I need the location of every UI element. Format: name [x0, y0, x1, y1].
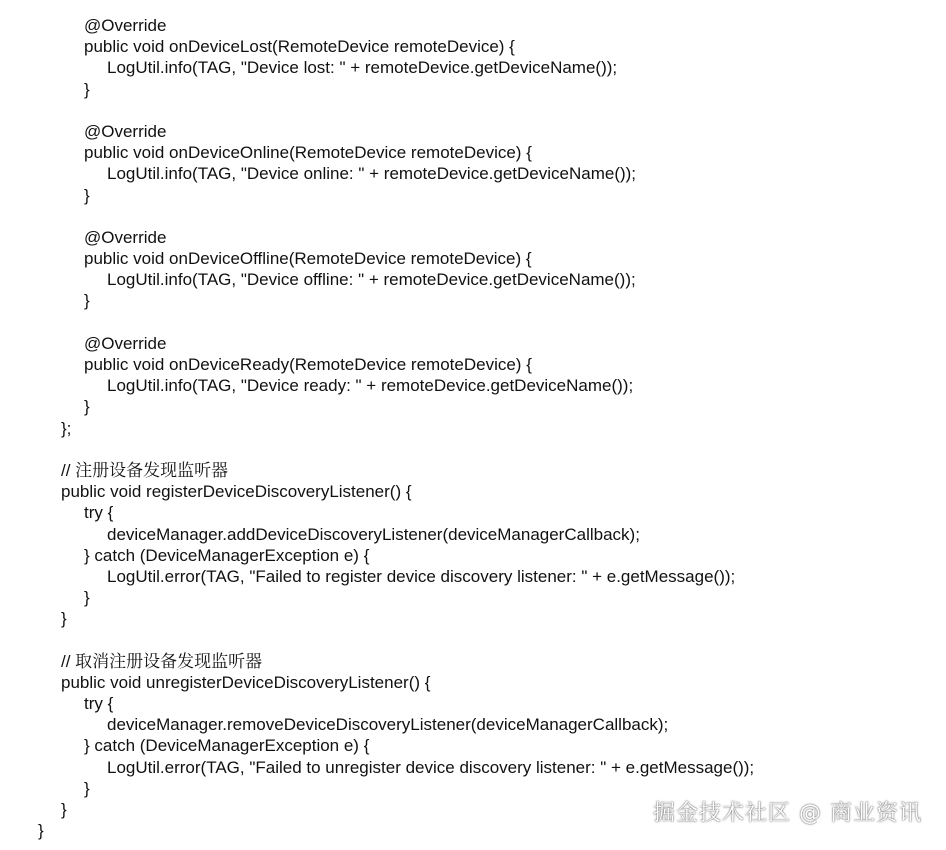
code-line: public void onDeviceOffline(RemoteDevice remoteDevice) {	[84, 249, 532, 269]
code-line: }	[38, 821, 44, 841]
code-line: public void registerDeviceDiscoveryListener() {	[61, 482, 412, 502]
code-line: LogUtil.info(TAG, "Device ready: " + remoteDevice.getDeviceName());	[107, 376, 634, 396]
code-line: }	[84, 588, 90, 608]
code-line: }	[84, 79, 90, 99]
code-line: LogUtil.info(TAG, "Device offline: " + remoteDevice.getDeviceName());	[107, 270, 636, 290]
code-line: public void onDeviceLost(RemoteDevice remoteDevice) {	[84, 37, 515, 57]
code-line: }	[84, 185, 90, 205]
code-line: }	[61, 609, 67, 629]
code-line: }	[84, 291, 90, 311]
code-line: @Override	[84, 16, 167, 35]
code-line: @Override	[84, 121, 167, 141]
code-line: deviceManager.addDeviceDiscoveryListener(deviceManagerCallback);	[107, 524, 640, 544]
code-line: } catch (DeviceManagerException e) {	[84, 736, 370, 756]
code-line: LogUtil.error(TAG, "Failed to unregister device discovery listener: " + e.getMessage());	[107, 757, 755, 777]
code-line: // 取消注册设备发现监听器	[61, 651, 263, 671]
code-line: LogUtil.error(TAG, "Failed to register device discovery listener: " + e.getMessage());	[107, 566, 736, 586]
code-line: try {	[84, 503, 114, 523]
watermark-text: 掘金技术社区 @ 商业资讯	[653, 801, 922, 826]
code-block	[0, 15, 946, 841]
code-line: }	[84, 778, 90, 798]
code-line: };	[61, 418, 72, 438]
code-line: @Override	[84, 333, 167, 353]
code-line: LogUtil.info(TAG, "Device online: " + remoteDevice.getDeviceName());	[107, 164, 637, 184]
code-line: deviceManager.removeDeviceDiscoveryListener(deviceManagerCallback);	[107, 715, 669, 735]
code-line: public void unregisterDeviceDiscoveryListener() {	[61, 672, 431, 692]
code-line: @Override	[84, 227, 167, 247]
code-line: public void onDeviceOnline(RemoteDevice remoteDevice) {	[84, 143, 532, 163]
code-line: public void onDeviceReady(RemoteDevice remoteDevice) {	[84, 355, 532, 374]
code-line	[0, 439, 946, 460]
code-line: LogUtil.info(TAG, "Device lost: " + remoteDevice.getDeviceName());	[107, 58, 618, 78]
code-line: }	[84, 397, 90, 417]
code-line: }	[61, 799, 67, 819]
code-line	[0, 629, 946, 650]
code-line	[0, 206, 946, 227]
code-line: } catch (DeviceManagerException e) {	[84, 545, 370, 565]
code-line: try {	[84, 694, 114, 713]
code-line	[0, 312, 946, 333]
code-line	[0, 100, 946, 121]
code-line: // 注册设备发现监听器	[61, 460, 229, 480]
